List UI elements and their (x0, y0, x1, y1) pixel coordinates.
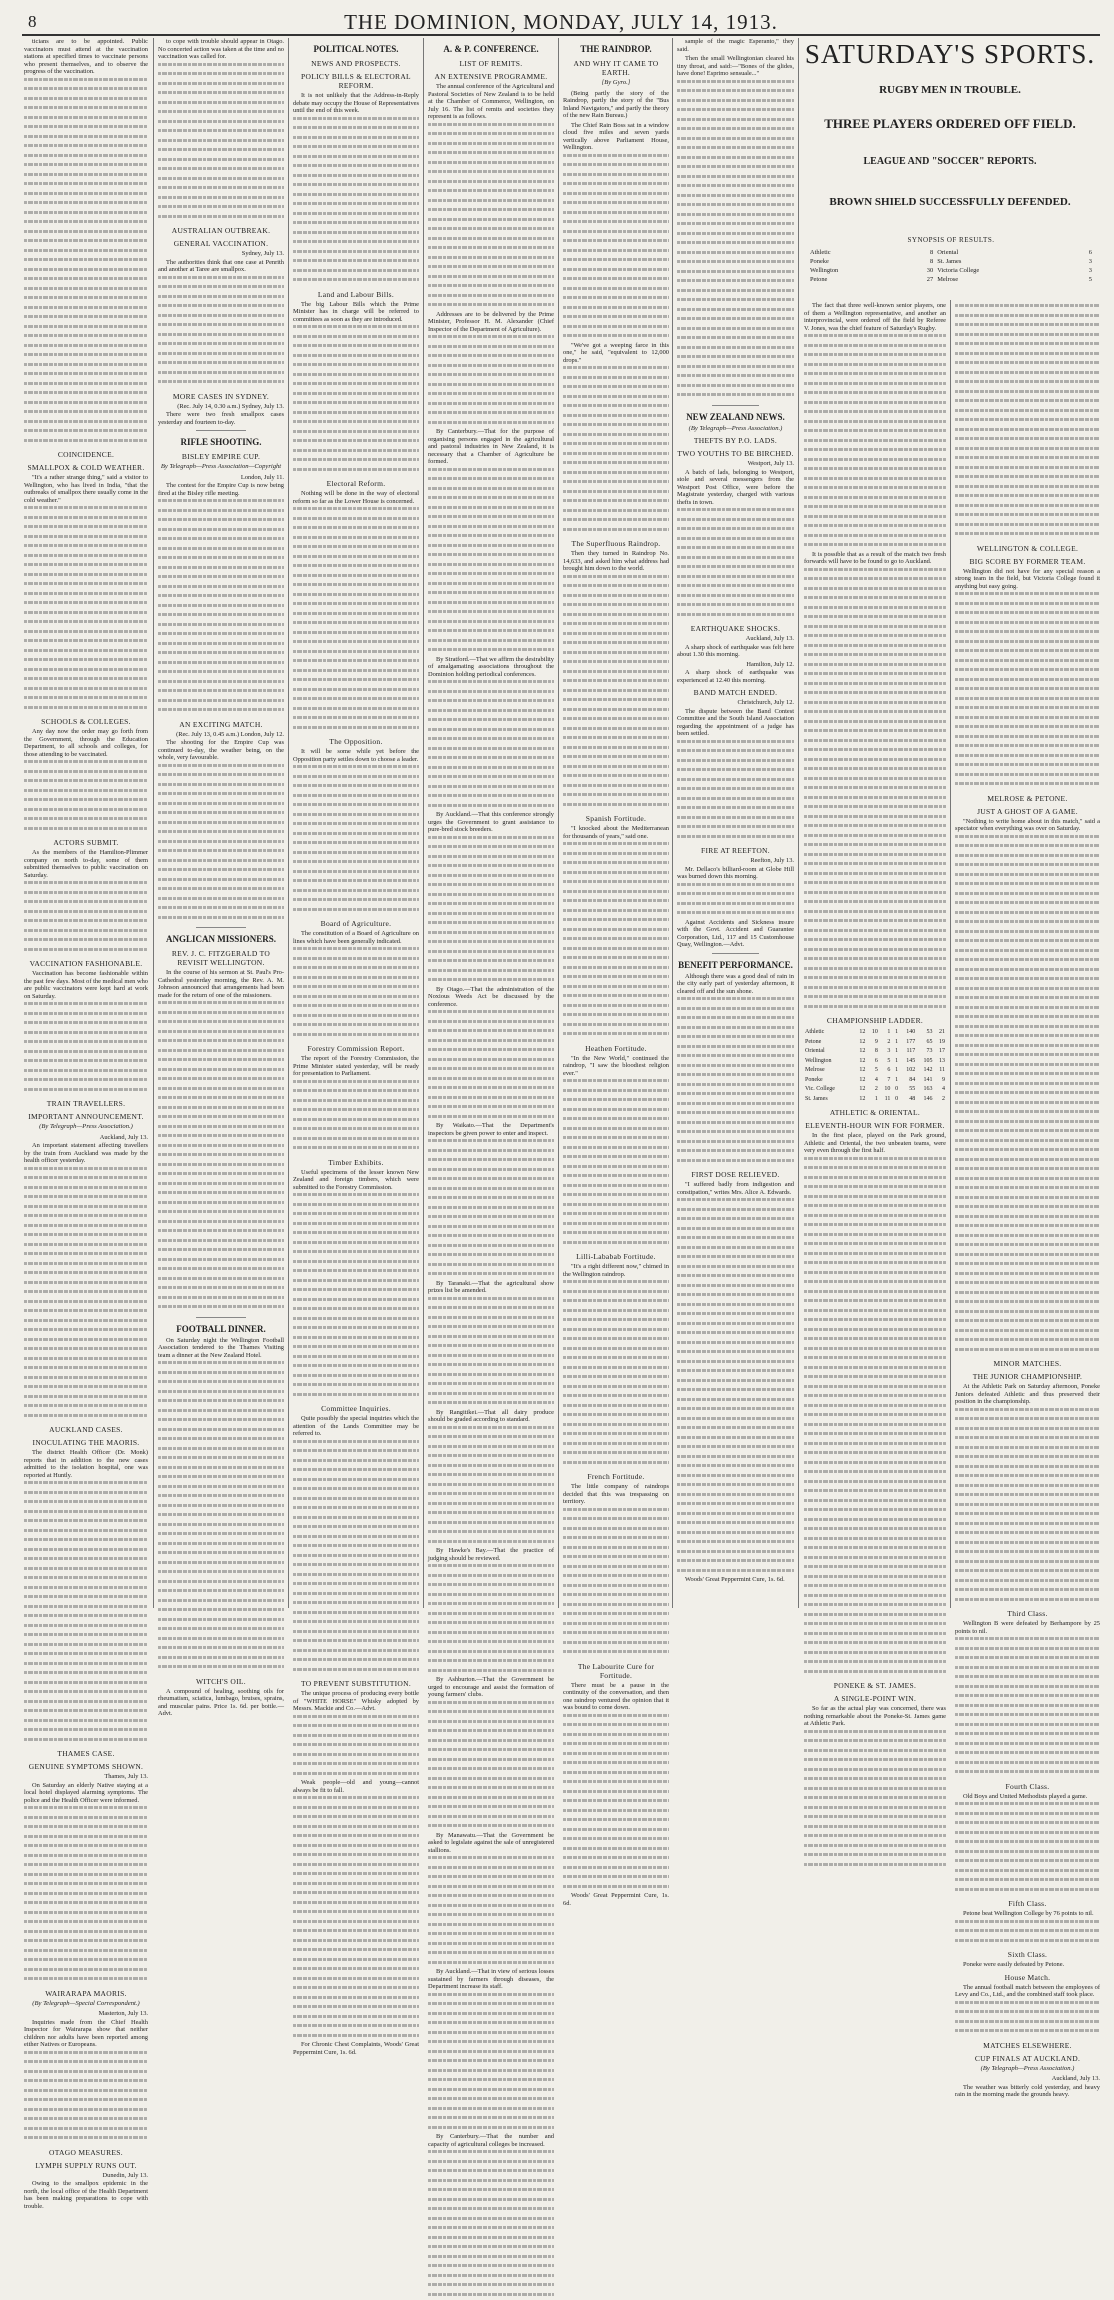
won: 2 (874, 1086, 878, 1092)
points: 17 (939, 1048, 945, 1054)
team: Victoria College (937, 267, 980, 274)
heading-lilli: Lilli-Lababab Fortitude. (576, 1252, 656, 1261)
heading-minor-matches: MINOR MATCHES. (993, 1359, 1062, 1368)
heading-witchs-oil: WITCH'S OIL. (196, 1676, 246, 1686)
article-text: By Ashburton.—That the Government be urged to encourage and assist the formation of young farmers' clubs. (428, 1676, 554, 1698)
heading-lymph: LYMPH SUPPLY RUNS OUT. (35, 2160, 137, 2170)
article-text: A sharp shock of earthquake was experienced at 12.40 this morning. (677, 669, 794, 684)
heading-junior: THE JUNIOR CHAMPIONSHIP. (972, 1372, 1083, 1381)
ladder-row (804, 1047, 946, 1057)
played: 12 (859, 1086, 866, 1092)
dateline: Westport, July 13. (747, 460, 794, 467)
sports-sub-league: LEAGUE AND "SOCCER" REPORTS. (863, 156, 1037, 167)
byline: [By Gyro.] (601, 79, 631, 86)
sports-sub-ordered-off: THREE PLAYERS ORDERED OFF FIELD. (824, 116, 1076, 131)
heading-fourth-class: Fourth Class. (1005, 1781, 1050, 1791)
played: 12 (859, 1048, 866, 1054)
drawn: 1 (895, 1048, 899, 1054)
heading-anglican: ANGLICAN MISSIONERS. (165, 934, 277, 944)
article-text: The annual football match between the employees of Levy and Co., Ltd., and the combined staff took place. (955, 1983, 1100, 1998)
heading-extensive-programme: AN EXTENSIVE PROGRAMME. (434, 72, 548, 81)
column-4 (428, 38, 554, 2148)
byline: (By Telegraph—Press Association.) (980, 2064, 1075, 2072)
heading-fifth-class: Fifth Class. (1008, 1899, 1047, 1908)
points-for: 48 (909, 1095, 916, 1102)
drawn: 1 (895, 1057, 899, 1064)
team: Poneke (805, 1076, 823, 1083)
team: Athletic (810, 249, 831, 256)
heading-policy-bills: POLICY BILLS & ELECTORAL REFORM. (301, 72, 411, 90)
heading-wairarapa: WAIRARAPA MAORIS. (45, 1988, 127, 1998)
article-text: There were two fresh smallpox cases yesterday and fourteen to-day. (158, 411, 284, 426)
won: 9 (874, 1038, 878, 1045)
byline: (By Telegraph—Press Association.) (688, 424, 783, 432)
article-text: "In the New World," continued the raindrop, "I saw the bloodiest religion ever." (563, 1054, 669, 1077)
article-text: (Being partly the story of the Raindrop, partly the story of the "Bus Inland Navigators," and partly the theory of the new Rain Bureau.) (563, 89, 669, 119)
played: 12 (859, 1076, 866, 1083)
column-rule (558, 38, 559, 1608)
drawn: 0 (895, 1086, 899, 1092)
heading-committee: Committee Inquiries. (321, 1404, 391, 1413)
article-text: "It's a rather strange thing," said a visitor to Wellington, who has lived in India, "that the outbreaks of smallpox there usually come in the cold weather." (24, 474, 148, 504)
heading-genuine: GENUINE SYMPTOMS SHOWN. (28, 1762, 144, 1771)
article-text: Vaccination has become fashionable within the past few days. Most of the medical men who are public vaccinators were kept hard at work on Saturday. (24, 970, 148, 1000)
article-text: Nothing will be done in the way of electoral reform so far as the Lower House is concerned. (293, 490, 419, 505)
heading-schools: SCHOOLS & COLLEGES. (41, 717, 131, 726)
article-text: It will be some while yet before the Opposition party settles down to choose a leader. (293, 748, 419, 763)
article-text: In the course of his sermon at St. Paul's Pro-Cathedral yesterday morning, the Rev. A. M. Johnson announced that arrangements had been made for the return of one of the missioners. (158, 969, 284, 999)
byline: By Telegraph—Press Association—Copyright (160, 463, 282, 470)
heading-bisley: BISLEY EMPIRE CUP. (181, 452, 261, 461)
article-text: It is possible that as a result of the match two fresh forwards will have to be found to go to Auckland. (804, 550, 946, 565)
played: 12 (859, 1095, 866, 1102)
heading-rifle-shooting: RIFLE SHOOTING. (180, 437, 262, 447)
points-for: 145 (906, 1057, 916, 1064)
played: 12 (859, 1029, 866, 1035)
dateline: (Rec. July 14, 0.30 a.m.) Sydney, July 13. (177, 402, 284, 410)
heading-raindrop-sub: AND WHY IT CAME TO EARTH. (573, 59, 659, 77)
points-against: 163 (923, 1086, 933, 1092)
sports-title: SATURDAY'S SPORTS. (804, 39, 1096, 69)
heading-raindrop: THE RAINDROP. (580, 44, 652, 54)
article-text: It is not unlikely that the Address-in-Reply debate may occupy the House of Representatives until the end of this week. (293, 92, 419, 114)
column-rule (950, 300, 951, 1608)
team: St. James (937, 258, 962, 265)
won: 10 (871, 1029, 878, 1035)
score: 30 (926, 267, 934, 274)
heading-band-match: BAND MATCH ENDED. (693, 688, 778, 697)
dateline: Auckland, July 13. (1051, 2075, 1100, 2082)
article-text: Owing to the smallpox epidemic in the north, the local office of the Health Department has been making preparations to cope with trouble. (24, 2180, 148, 2210)
points: 13 (939, 1057, 945, 1064)
heading-exciting-match: AN EXCITING MATCH. (179, 719, 263, 729)
column-rule (423, 38, 424, 1608)
heading-coincidence: COINCIDENCE. (57, 450, 115, 459)
article-text: Quite possibly the special inquiries which the attention of the Lands Committee may be referred to. (293, 1415, 419, 1437)
heading-first-dose: FIRST DOSE RELIEVED. (691, 1170, 780, 1179)
team: Melrose (805, 1067, 825, 1073)
article-text: A batch of lads, belonging to Westport, stole and several messengers from the Westport Post Office, were before the Magistrate yesterday, charged with various thefts in town. (677, 468, 794, 506)
article-text: By Canterbury.—That the number and capacity of agricultural colleges be increased. (428, 2133, 554, 2148)
points-against: 65 (926, 1038, 933, 1045)
points-against: 53 (926, 1029, 933, 1035)
dateline: Christchurch, July 12. (737, 699, 794, 706)
column-6 (677, 38, 794, 1608)
heading-ap-conference: A. & P. CONFERENCE. (443, 44, 539, 54)
heading-important: IMPORTANT ANNOUNCEMENT. (28, 1112, 144, 1121)
score: 8 (929, 258, 934, 265)
heading-melrose-petone: MELROSE & PETONE. (987, 793, 1068, 803)
dateline: Reefton, July 13. (750, 857, 794, 864)
dateline: Auckland, July 13. (99, 1133, 148, 1141)
column-rule (153, 38, 154, 1608)
article-text: Petone beat Wellington College by 76 points to nil. (963, 1910, 1094, 1917)
advertisement: Woods' Great Peppermint Cure, 1s. 6d. (685, 1576, 785, 1583)
article-text: The Chief Rain Boss sat in a window cloud five miles and seven yards vertically above Parliament House, Wellington. (563, 121, 669, 151)
heading-list-of-remits: LIST OF REMITS. (459, 59, 523, 68)
won: 8 (874, 1048, 878, 1054)
heading-auckland-cases: AUCKLAND CASES. (49, 1425, 123, 1434)
heading-house-match: House Match. (1004, 1972, 1051, 1982)
column-5 (563, 38, 669, 1907)
article-text: "Nothing to write home about in this match," said a spectator when everything was over on Saturday. (955, 817, 1100, 832)
ladder-row (804, 1095, 946, 1105)
lost: 6 (887, 1067, 891, 1073)
dateline: Dunedin, July 13. (102, 2171, 148, 2179)
article-text: The contest for the Empire Cup is now being fired at the Bisley rifle meeting. (158, 482, 284, 497)
newspaper-title: THE DOMINION, MONDAY, JULY 14, 1913. (344, 10, 778, 34)
points-for: 102 (906, 1067, 916, 1073)
heading-superfluous: The Superfluous Raindrop. (571, 539, 661, 548)
article-text: An important statement affecting travellers by the train from Auckland was made by the health officer yesterday. (24, 1142, 148, 1164)
points: 21 (939, 1029, 945, 1035)
won: 5 (874, 1067, 878, 1073)
score: 27 (926, 276, 934, 283)
points: 9 (942, 1076, 945, 1083)
article-text: sample of the magic Esperanto," they said. (677, 38, 794, 53)
heading-australian-outbreak: AUSTRALIAN OUTBREAK. (171, 226, 271, 235)
points-for: 177 (906, 1038, 916, 1045)
heading-athletic-oriental: ATHLETIC & ORIENTAL. (829, 1108, 921, 1117)
article-text: Addresses are to be delivered by the Prime Minister, Professor H. M. Alexander (Chief Inspector of the Department of Agriculture). (428, 310, 554, 333)
heading-nz-news: NEW ZEALAND NEWS. (686, 411, 785, 422)
heading-thames: THAMES CASE. (57, 1749, 115, 1758)
article-text: "It's a right different now," chimed in the Wellington raindrop. (563, 1263, 669, 1278)
lost: 11 (884, 1095, 891, 1102)
article-text: By Otago.—That the administration of the Noxious Weeds Act be discussed by the conference. (428, 985, 554, 1008)
advertisement: Against Accidents and Sickness insure with the Govt. Accident and Guarantee Corporation, Ltd., 117 and 15 Customhouse Quay, Wellington.—Advt. (677, 918, 794, 948)
score: 3 (1088, 258, 1092, 265)
heading-prevent-substitution: TO PREVENT SUBSTITUTION. (300, 1679, 412, 1688)
team: Wellington (805, 1057, 832, 1064)
article-text: The big Labour Bills which the Prime Minister has in charge will be referred to committees as soon as they are introduced. (293, 300, 419, 323)
drawn: 0 (895, 1095, 899, 1102)
heading-board-agriculture: Board of Agriculture. (320, 919, 392, 928)
heading-single-point: A SINGLE-POINT WIN. (833, 1694, 917, 1703)
article-text: By Canterbury.—That for the purpose of organising persons engaged in the agricultural and pastoral industries in New Zealand, it is necessary that a Chamber of Agriculture be formed. (428, 428, 554, 465)
heading-land-labour: Land and Labour Bills. (317, 289, 395, 299)
article-text: Old Boys and United Methodists played a game. (963, 1792, 1088, 1800)
article-text: The district Health Officer (Dr. Monk) reports that in addition to the new cases admitted to the isolation hospital, one was reported at Huntly. (24, 1449, 148, 1479)
ladder-row (804, 1028, 946, 1038)
points: 11 (939, 1067, 945, 1073)
heading-inoculating: INOCULATING THE MAORIS. (32, 1438, 140, 1447)
synopsis-row (808, 257, 1094, 266)
article-text: Weak people—old and young—cannot always be fit to fall. (293, 1779, 419, 1794)
article-text: The constitution of a Board of Agriculture on lines which have been generally indicated. (293, 930, 419, 945)
championship-ladder (804, 1028, 946, 1104)
team: Petone (810, 276, 828, 283)
heading-heathen: Heathen Fortitude. (585, 1043, 647, 1053)
points-against: 142 (923, 1067, 933, 1073)
article-text: The unique process of producing every bottle of "WHITE HORSE" Whisky adopted by Messrs. Mackie and Co.—Advt. (293, 1690, 419, 1712)
article-text: The annual conference of the Agricultural and Pastoral Societies of New Zealand is to be held at the Chamber of Commerce, Wellington, on July 16. The list of remits and societies they represent is as follows. (428, 83, 554, 120)
heading-anglican-sub: REV. J. C. FITZGERALD TO REVISIT WELLINGTON. (171, 949, 271, 967)
drawn: 1 (895, 1029, 899, 1035)
heading-opposition: The Opposition. (329, 737, 383, 746)
article-text: On Saturday night the Wellington Football Association tendered to the Thames Visiting team a dinner at the New Zealand Hotel. (158, 1336, 284, 1359)
team: St. James (805, 1095, 828, 1102)
article-text: The dispute between the Band Contest Committee and the South Island Association regarding the appointment of a judge has been settled. (677, 707, 794, 737)
article-text: "I suffered badly from indigestion and constipation," writes Mrs. Alice A. Edwards. (677, 1181, 794, 1196)
sports-sub-brown-shield: BROWN SHIELD SUCCESSFULLY DEFENDED. (829, 196, 1071, 208)
team: Wellington (810, 267, 839, 274)
points: 19 (939, 1038, 945, 1045)
article-text: The report of the Forestry Commission, the Prime Minister stated yesterday, will be ready for presentation to Parliament. (293, 1055, 419, 1077)
dateline: London, July 11. (240, 473, 284, 481)
heading-otago: OTAGO MEASURES. (49, 2147, 123, 2157)
lost: 2 (887, 1038, 891, 1045)
heading-earthquake: EARTHQUAKE SHOCKS. (690, 624, 781, 633)
sports-column-b (955, 302, 1100, 2098)
article-text: The shooting for the Empire Cup was continued to-day, the weather being, on the whole, very favourable. (158, 739, 284, 761)
article-text: By Rangitikei.—That all dairy produce should be graded according to standard. (428, 1408, 554, 1423)
lost: 5 (887, 1057, 891, 1064)
article-text: Although there was a good deal of rain in the city early part of yesterday afternoon, it cleared off and the sun shone. (677, 972, 794, 995)
heading-championship-ladder: CHAMPIONSHIP LADDER. (826, 1016, 924, 1025)
dateline: Sydney, July 13. (241, 250, 284, 257)
team: Melrose (937, 276, 959, 283)
ladder-row (804, 1085, 946, 1095)
column-3 (293, 38, 419, 2056)
advertisement: Woods' Great Peppermint Cure, 1s. 6d. (563, 1892, 669, 1907)
heading-thefts: THEFTS BY P.O. LADS. (693, 436, 778, 445)
team: Petone (805, 1038, 822, 1045)
article-text: A sharp shock of earthquake was felt here about 1.30 this morning. (677, 643, 794, 658)
article-text: As the members of the Hamilton-Plimmer company on north to-day, some of them submitted themselves to public vaccination on Saturday. (24, 849, 148, 879)
article-text: There must be a pause in the continuity of the conversation, and then one raindrop ventured the opinion that it was bound to come down. (563, 1681, 669, 1711)
heading-fire-reefton: FIRE AT REEFTON. (701, 846, 770, 855)
heading-eleventh-hour: ELEVENTH-HOUR WIN FOR FORMER. (805, 1121, 945, 1130)
points: 4 (942, 1086, 945, 1092)
article-text: By Auckland.—That in view of serious losses sustained by farmers through diseases, the Department increase its staff. (428, 1968, 554, 1990)
heading-forestry: Forestry Commission Report. (307, 1044, 405, 1053)
heading-more-cases: MORE CASES IN SYDNEY. (172, 391, 270, 401)
team: Vic. College (805, 1086, 835, 1092)
sports-column-a (804, 302, 946, 1727)
points-for: 84 (909, 1076, 916, 1083)
drawn: 1 (895, 1038, 899, 1045)
dateline: Masterton, July 13. (98, 2010, 148, 2017)
heading-poneke-st-james: PONEKE & ST. JAMES. (833, 1681, 917, 1690)
ladder-row (804, 1066, 946, 1076)
heading-wellington-college: WELLINGTON & COLLEGE. (976, 543, 1079, 553)
article-text: Any day now the order may go forth from the Government, through the Education Department, to all schools and colleges, for those attending to be vaccinated. (24, 728, 148, 758)
article-text: "We've got a weeping farce in this one," he said, "equivalent to 12,000 drops." (563, 341, 669, 364)
heading-actors: ACTORS SUBMIT. (53, 838, 119, 847)
article-text: Useful specimens of the lesser known New Zealand and foreign timbers, which were submitted to the Forestry Commission. (293, 1168, 419, 1191)
heading-timber: Timber Exhibits. (328, 1157, 384, 1167)
synopsis-results (808, 236, 1094, 284)
article-text: Inquiries made from the Chief Health Inspector for Wairarapa show that neither children nor adults have been reported among either Natives or Europeans. (24, 2018, 148, 2048)
points-for: 140 (906, 1029, 916, 1035)
article-text: The fact that three well-known senior players, one of them a Wellington representative, and another an interprovincial, were ordered off the field by Referee V. Jones, was the chief feature of Saturday's Rugby. (804, 302, 946, 332)
byline: (By Telegraph—Special Correspondent.) (32, 1999, 140, 2007)
won: 6 (874, 1057, 878, 1064)
points-against: 73 (926, 1048, 933, 1054)
article-text: Then the small Wellingtonian cleared his tiny throat, and said:—"Bones of the glides, have done! Esprimo sensuale..." (677, 55, 794, 77)
heading-labourite: The Labourite Cure for Fortitude. (577, 1661, 655, 1680)
article-text: By Stratford.—That we affirm the desirability of amalgamating associations throughout the Dominion holding periodical conferences. (428, 655, 554, 678)
article-text: By Auckland.—That this conference strongly urges the Government to grant assistance to pure-bred stock breeders. (428, 811, 554, 833)
article-text: In the first place, played on the Park ground, Athletic and Oriental, the two unbeaten teams, were very even through the first half. (804, 1132, 946, 1154)
synopsis-row (808, 275, 1094, 284)
points-against: 146 (923, 1095, 933, 1102)
heading-news-prospects: NEWS AND PROSPECTS. (311, 59, 401, 68)
article-text: Poneke were easily defeated by Petone. (963, 1961, 1065, 1968)
won: 4 (874, 1076, 878, 1083)
article-text: At the Athletic Park on Saturday afternoon, Poneke Juniors defeated Athletic and thus preserved their position in the championship. (955, 1383, 1100, 1405)
points-against: 105 (923, 1057, 933, 1064)
synopsis-row (808, 266, 1094, 275)
points-against: 141 (923, 1076, 933, 1083)
heading-electoral-reform: Electoral Reform. (326, 479, 386, 488)
heading-french: French Fortitude. (587, 1472, 645, 1481)
heading-spanish: Spanish Fortitude. (585, 814, 647, 823)
heading-cup-finals: CUP FINALS AT AUCKLAND. (974, 2053, 1081, 2063)
article-text: Then they turned in Raindrop No. 14,633, and asked him what address had brought him down to the world. (563, 550, 669, 572)
ladder-row (804, 1038, 946, 1048)
article-text: So far as the actual play was concerned, there was nothing remarkable about the Poneke-St. James game at Athletic Park. (804, 1705, 946, 1727)
score: 6 (1088, 249, 1092, 256)
drawn: 1 (895, 1067, 899, 1073)
advertisement: For Chronic Chest Complaints, Woods' Great Peppermint Cure, 1s. 6d. (293, 2041, 419, 2056)
article-text: Wellington did not have for any special reason a strong team in the field, but Victoria College found it anything but easy going. (955, 567, 1100, 590)
article-text: The authorities think that one case at Penrith and another at Taree are smallpox. (158, 258, 284, 273)
heading-football-dinner: FOOTBALL DINNER. (176, 1323, 266, 1334)
article-text: By Waikato.—That the Department's inspectors be given power to enter and inspect. (428, 1122, 554, 1137)
team: Poneke (810, 258, 829, 265)
heading-big-score: BIG SCORE BY FORMER TEAM. (969, 556, 1086, 566)
masthead (22, 8, 1100, 36)
dateline: Hamilton, July 12. (746, 660, 794, 668)
article-text: The weather was bitterly cold yesterday, and heavy rain in the morning made the grounds heavy. (955, 2083, 1100, 2098)
score: 8 (929, 249, 934, 256)
heading-ghost-game: JUST A GHOST OF A GAME. (977, 806, 1078, 816)
played: 12 (859, 1038, 866, 1045)
heading-train: TRAIN TRAVELLERS. (46, 1099, 126, 1108)
points-for: 55 (909, 1086, 916, 1092)
column-2 (158, 38, 284, 1717)
dateline: (Rec. July 13, 0.45 a.m.) London, July 12. (176, 730, 284, 738)
article-text: A compound of healing, soothing oils for rheumatism, sciatica, lumbago, bruises, sprains, and muscular pains. Price 1s. 6d. per bottle.—Advt. (158, 1687, 284, 1717)
synopsis-title: SYNOPSIS OF RESULTS. (907, 236, 995, 244)
ladder-row (804, 1057, 946, 1067)
dateline: Auckland, July 13. (745, 635, 794, 642)
page-number: 8 (28, 12, 37, 31)
article-text: By Manawatu.—That the Government be asked to legislate against the sale of unregistered stallions. (428, 1831, 554, 1854)
column-rule (288, 38, 289, 1608)
lost: 7 (887, 1076, 891, 1083)
heading-sixth-class: Sixth Class. (1007, 1950, 1048, 1959)
column-1 (24, 38, 148, 2210)
article-text: Wellington B were defeated by Berhampore by 25 points to nil. (955, 1620, 1100, 1635)
lost: 10 (884, 1086, 891, 1092)
article-text: ticians are to be appointed. Public vaccinators must attend at the vaccination stations at specified times to vaccinate persons who present themselves, and to observe the progress of the vaccination. (24, 38, 148, 75)
byline: (By Telegraph—Press Association.) (39, 1123, 133, 1130)
heading-general-vaccination: GENERAL VACCINATION. (173, 239, 269, 248)
score: 5 (1088, 276, 1092, 283)
article-text: By Hawke's Bay.—That the practice of judging should be reviewed. (428, 1547, 554, 1562)
lost: 1 (887, 1029, 891, 1035)
heading-political-notes: POLITICAL NOTES. (313, 44, 399, 54)
team: Oriental (805, 1048, 825, 1054)
score: 3 (1088, 267, 1092, 274)
article-text: The little company of raindrops decided that this was trespassing on territory. (563, 1483, 669, 1505)
points-for: 117 (906, 1048, 916, 1054)
sports-sub-rugby: RUGBY MEN IN TROUBLE. (879, 84, 1021, 96)
heading-vaccination: VACCINATION FASHIONABLE. (29, 959, 143, 968)
article-text: to cope with trouble should appear in Otago. No concerted action was taken at the time and no vaccination was called for. (158, 38, 284, 60)
heading-smallpox-cold: SMALLPOX & COLD WEATHER. (27, 463, 145, 472)
heading-benefit: BENEFIT PERFORMANCE. (678, 959, 793, 970)
article-text: By Taranaki.—That the agricultural show prizes list be amended. (428, 1279, 554, 1294)
synopsis-row (808, 248, 1094, 257)
played: 12 (859, 1057, 866, 1064)
column-rule (798, 38, 799, 1608)
heading-third-class: Third Class. (1007, 1609, 1048, 1618)
played: 12 (859, 1067, 866, 1073)
team: Oriental (937, 249, 959, 256)
won: 1 (874, 1095, 878, 1102)
ladder-row (804, 1076, 946, 1086)
lost: 3 (887, 1048, 891, 1054)
heading-matches-elsewhere: MATCHES ELSEWHERE. (983, 2040, 1072, 2050)
column-rule (672, 38, 673, 1608)
dateline: Thames, July 13. (104, 1773, 148, 1780)
heading-birched: TWO YOUTHS TO BE BIRCHED. (677, 449, 794, 458)
drawn: 1 (895, 1076, 899, 1083)
article-text: On Saturday an elderly Native staying at a local hotel displayed alarming symptoms. The police and the Health Officer were informed. (24, 1781, 148, 1804)
team: Athletic (805, 1029, 825, 1035)
article-text: Mr. Dellaco's billiard-room at Globe Hill was burned down this morning. (677, 865, 794, 880)
points: 2 (942, 1095, 945, 1102)
article-text: "I knocked about the Mediterranean for thousands of years," said one. (563, 825, 669, 840)
synopsis-table (808, 248, 1094, 284)
